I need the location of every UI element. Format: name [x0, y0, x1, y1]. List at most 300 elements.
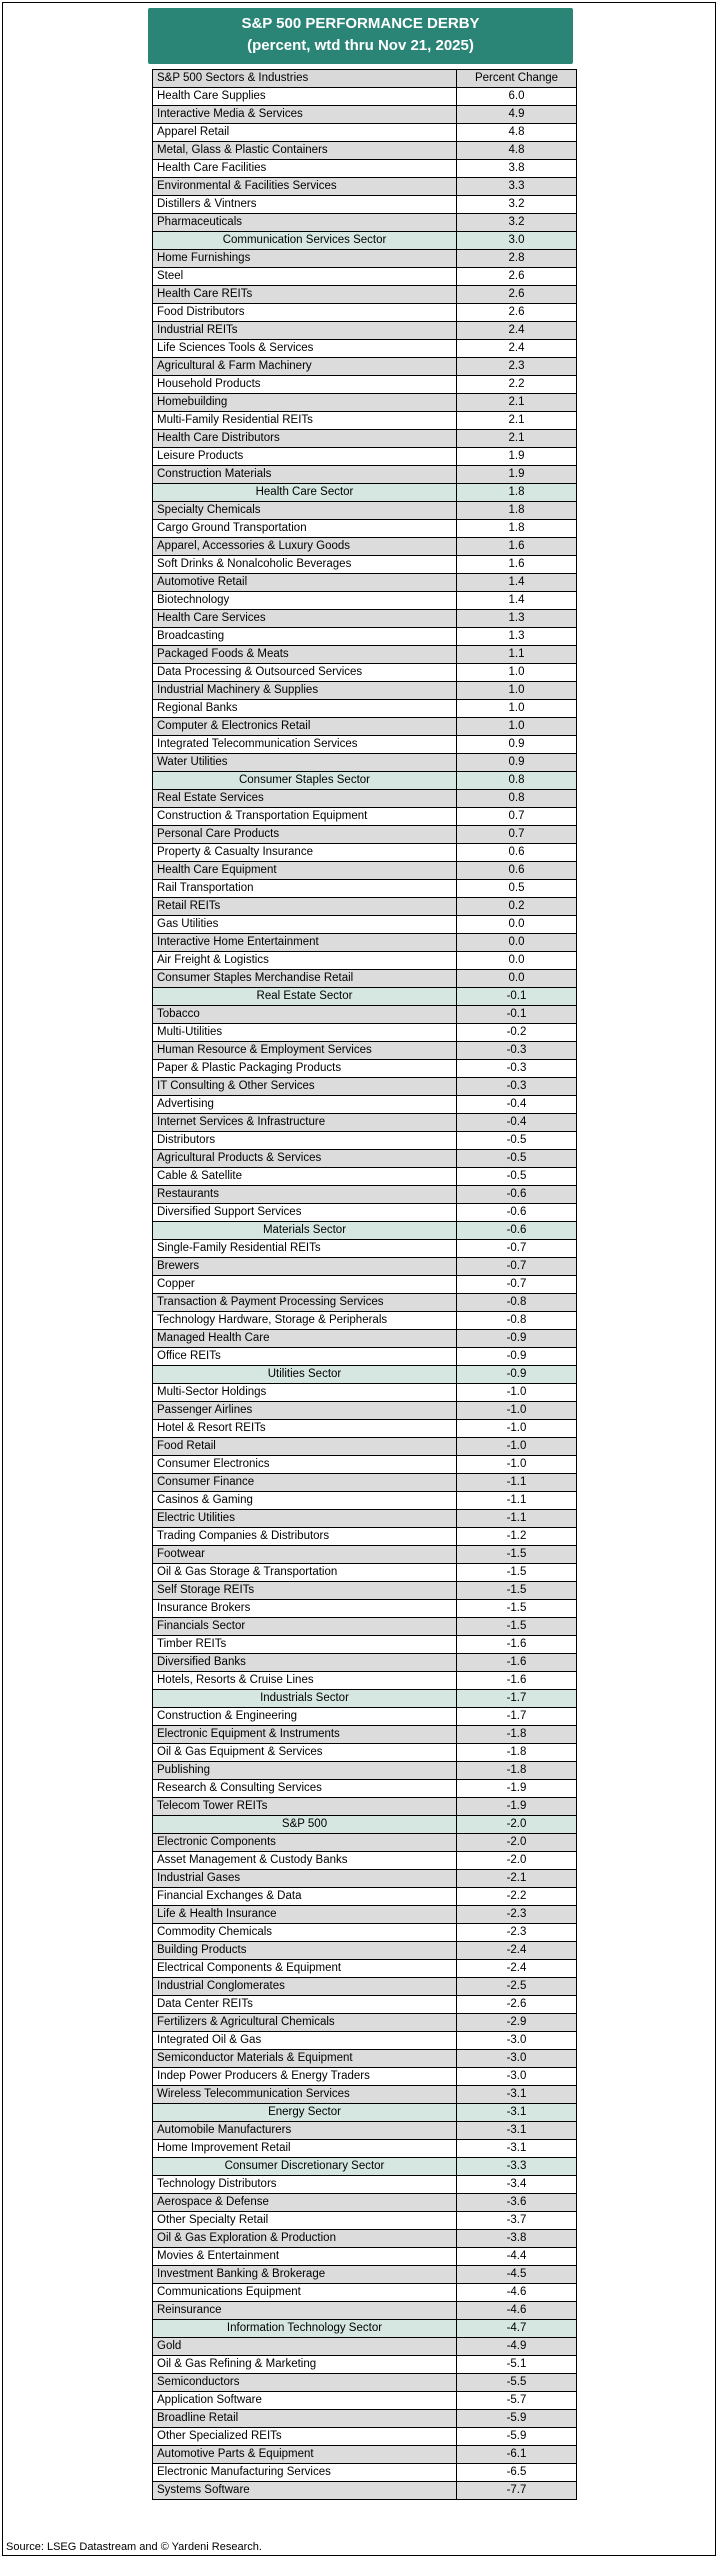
- column-header-percent-change: Percent Change: [457, 70, 577, 88]
- table-row: [153, 2032, 577, 2050]
- table-row: [153, 2392, 577, 2410]
- table-row: [153, 1042, 577, 1060]
- row-name: Research & Consulting Services: [153, 1780, 457, 1798]
- row-value: -1.9: [457, 1780, 577, 1798]
- table-row: [153, 88, 577, 106]
- row-value: -1.9: [457, 1798, 577, 1816]
- table-row: [153, 1564, 577, 1582]
- row-name: Insurance Brokers: [153, 1600, 457, 1618]
- row-value: -3.8: [457, 2230, 577, 2248]
- row-value: 2.8: [457, 250, 577, 268]
- table-row: [153, 2266, 577, 2284]
- row-value: -2.2: [457, 1888, 577, 1906]
- row-name: Household Products: [153, 376, 457, 394]
- row-name: Metal, Glass & Plastic Containers: [153, 142, 457, 160]
- table-row: [153, 862, 577, 880]
- row-value: 3.2: [457, 214, 577, 232]
- row-value: -1.0: [457, 1456, 577, 1474]
- row-value: 1.3: [457, 610, 577, 628]
- row-value: 1.8: [457, 484, 577, 502]
- table-row: [153, 1762, 577, 1780]
- table-row: [153, 1024, 577, 1042]
- row-value: 4.8: [457, 124, 577, 142]
- row-name: Health Care Distributors: [153, 430, 457, 448]
- table-row: [153, 250, 577, 268]
- row-name: Aerospace & Defense: [153, 2194, 457, 2212]
- row-value: -5.5: [457, 2374, 577, 2392]
- row-value: -1.5: [457, 1618, 577, 1636]
- table-row: [153, 970, 577, 988]
- row-name: Agricultural Products & Services: [153, 1150, 457, 1168]
- row-name: Regional Banks: [153, 700, 457, 718]
- row-value: 0.0: [457, 934, 577, 952]
- table-row: [153, 826, 577, 844]
- table-row: [153, 682, 577, 700]
- sector-row: [153, 1690, 577, 1708]
- row-value: -1.0: [457, 1438, 577, 1456]
- row-value: -2.0: [457, 1816, 577, 1834]
- sector-row: [153, 484, 577, 502]
- row-value: -2.5: [457, 1978, 577, 1996]
- row-value: -5.7: [457, 2392, 577, 2410]
- row-name: Materials Sector: [153, 1222, 457, 1240]
- table-row: [153, 646, 577, 664]
- row-name: Reinsurance: [153, 2302, 457, 2320]
- row-value: -1.8: [457, 1726, 577, 1744]
- row-name: Advertising: [153, 1096, 457, 1114]
- row-name: Movies & Entertainment: [153, 2248, 457, 2266]
- table-row: [153, 1618, 577, 1636]
- row-value: -1.7: [457, 1708, 577, 1726]
- row-value: 0.0: [457, 952, 577, 970]
- table-row: [153, 1528, 577, 1546]
- row-value: -1.6: [457, 1654, 577, 1672]
- row-value: 2.1: [457, 430, 577, 448]
- row-value: -0.7: [457, 1276, 577, 1294]
- table-row: [153, 430, 577, 448]
- row-value: -1.1: [457, 1510, 577, 1528]
- table-row: [153, 2284, 577, 2302]
- row-name: Gold: [153, 2338, 457, 2356]
- table-body: [153, 88, 577, 2500]
- table-row: [153, 106, 577, 124]
- row-value: -0.5: [457, 1132, 577, 1150]
- sector-row: [153, 1816, 577, 1834]
- table-row: [153, 2428, 577, 2446]
- row-name: Retail REITs: [153, 898, 457, 916]
- row-name: Telecom Tower REITs: [153, 1798, 457, 1816]
- row-name: Interactive Media & Services: [153, 106, 457, 124]
- row-name: Data Processing & Outsourced Services: [153, 664, 457, 682]
- table-row: [153, 592, 577, 610]
- row-name: Real Estate Sector: [153, 988, 457, 1006]
- row-name: Indep Power Producers & Energy Traders: [153, 2068, 457, 2086]
- row-name: S&P 500: [153, 1816, 457, 1834]
- row-name: Commodity Chemicals: [153, 1924, 457, 1942]
- row-name: Diversified Support Services: [153, 1204, 457, 1222]
- row-name: Communications Equipment: [153, 2284, 457, 2302]
- table-row: [153, 1402, 577, 1420]
- table-row: [153, 2068, 577, 2086]
- table-row: [153, 1870, 577, 1888]
- row-value: -1.1: [457, 1474, 577, 1492]
- row-value: 0.8: [457, 772, 577, 790]
- table-row: [153, 1492, 577, 1510]
- row-value: -0.8: [457, 1312, 577, 1330]
- table-row: [153, 1672, 577, 1690]
- row-value: 1.0: [457, 682, 577, 700]
- row-value: -6.1: [457, 2446, 577, 2464]
- row-name: Environmental & Facilities Services: [153, 178, 457, 196]
- table-row: [153, 700, 577, 718]
- row-value: 3.0: [457, 232, 577, 250]
- row-name: Building Products: [153, 1942, 457, 1960]
- column-header-sectors: S&P 500 Sectors & Industries: [153, 70, 457, 88]
- row-name: Leisure Products: [153, 448, 457, 466]
- table-row: [153, 1834, 577, 1852]
- row-value: -4.7: [457, 2320, 577, 2338]
- row-value: 4.8: [457, 142, 577, 160]
- row-value: 2.2: [457, 376, 577, 394]
- row-value: 1.1: [457, 646, 577, 664]
- row-name: Personal Care Products: [153, 826, 457, 844]
- sector-row: [153, 988, 577, 1006]
- table-row: [153, 1312, 577, 1330]
- row-name: Food Distributors: [153, 304, 457, 322]
- table-row: [153, 934, 577, 952]
- row-value: -1.7: [457, 1690, 577, 1708]
- row-name: Semiconductors: [153, 2374, 457, 2392]
- table-row: [153, 304, 577, 322]
- table-row: [153, 1744, 577, 1762]
- row-name: Industrial REITs: [153, 322, 457, 340]
- table-row: [153, 844, 577, 862]
- table-row: [153, 142, 577, 160]
- row-name: IT Consulting & Other Services: [153, 1078, 457, 1096]
- row-name: Health Care Facilities: [153, 160, 457, 178]
- row-name: Construction Materials: [153, 466, 457, 484]
- row-name: Electronic Manufacturing Services: [153, 2464, 457, 2482]
- table-row: [153, 1888, 577, 1906]
- row-name: Electric Utilities: [153, 1510, 457, 1528]
- row-value: -1.5: [457, 1546, 577, 1564]
- row-name: Air Freight & Logistics: [153, 952, 457, 970]
- table-row: [153, 1060, 577, 1078]
- table-row: [153, 1348, 577, 1366]
- row-name: Human Resource & Employment Services: [153, 1042, 457, 1060]
- row-value: -3.0: [457, 2032, 577, 2050]
- row-name: Diversified Banks: [153, 1654, 457, 1672]
- table-row: [153, 1582, 577, 1600]
- row-name: Industrial Machinery & Supplies: [153, 682, 457, 700]
- row-value: -3.6: [457, 2194, 577, 2212]
- report-subtitle: (percent, wtd thru Nov 21, 2025): [247, 37, 474, 54]
- table-row: [153, 1438, 577, 1456]
- row-name: Real Estate Services: [153, 790, 457, 808]
- row-name: Technology Distributors: [153, 2176, 457, 2194]
- row-name: Technology Hardware, Storage & Peripherals: [153, 1312, 457, 1330]
- row-value: -0.1: [457, 988, 577, 1006]
- row-name: Pharmaceuticals: [153, 214, 457, 232]
- row-value: -1.5: [457, 1582, 577, 1600]
- table-row: [153, 2212, 577, 2230]
- row-value: -2.3: [457, 1924, 577, 1942]
- row-value: 0.7: [457, 826, 577, 844]
- table-row: [153, 214, 577, 232]
- table-row: [153, 2464, 577, 2482]
- sector-row: [153, 1366, 577, 1384]
- row-name: Fertilizers & Agricultural Chemicals: [153, 2014, 457, 2032]
- row-value: -1.6: [457, 1636, 577, 1654]
- row-value: -4.6: [457, 2302, 577, 2320]
- table-row: [153, 574, 577, 592]
- table-row: [153, 2482, 577, 2500]
- row-name: Data Center REITs: [153, 1996, 457, 2014]
- performance-table: [152, 69, 577, 2500]
- row-value: -5.9: [457, 2410, 577, 2428]
- report-title-banner: [148, 8, 573, 64]
- row-value: 2.6: [457, 268, 577, 286]
- table-header-row: [153, 70, 577, 88]
- row-name: Publishing: [153, 1762, 457, 1780]
- row-name: Specialty Chemicals: [153, 502, 457, 520]
- row-name: Electrical Components & Equipment: [153, 1960, 457, 1978]
- sector-row: [153, 2158, 577, 2176]
- row-value: -1.0: [457, 1402, 577, 1420]
- table-row: [153, 2140, 577, 2158]
- row-name: Other Specialized REITs: [153, 2428, 457, 2446]
- row-value: -5.1: [457, 2356, 577, 2374]
- row-name: Systems Software: [153, 2482, 457, 2500]
- table-row: [153, 1276, 577, 1294]
- table-row: [153, 1186, 577, 1204]
- row-name: Electronic Components: [153, 1834, 457, 1852]
- row-name: Home Improvement Retail: [153, 2140, 457, 2158]
- row-name: Hotels, Resorts & Cruise Lines: [153, 1672, 457, 1690]
- row-name: Internet Services & Infrastructure: [153, 1114, 457, 1132]
- table-row: [153, 412, 577, 430]
- row-name: Timber REITs: [153, 1636, 457, 1654]
- row-name: Water Utilities: [153, 754, 457, 772]
- row-value: 1.9: [457, 466, 577, 484]
- table-row: [153, 1726, 577, 1744]
- row-value: 3.3: [457, 178, 577, 196]
- row-name: Broadline Retail: [153, 2410, 457, 2428]
- row-value: -0.4: [457, 1114, 577, 1132]
- table-row: [153, 754, 577, 772]
- table-row: [153, 2230, 577, 2248]
- row-value: 0.0: [457, 970, 577, 988]
- row-value: -0.4: [457, 1096, 577, 1114]
- row-name: Interactive Home Entertainment: [153, 934, 457, 952]
- row-value: 1.0: [457, 664, 577, 682]
- row-name: Consumer Finance: [153, 1474, 457, 1492]
- row-name: Construction & Transportation Equipment: [153, 808, 457, 826]
- table-row: [153, 286, 577, 304]
- row-value: -0.5: [457, 1168, 577, 1186]
- row-value: 1.8: [457, 520, 577, 538]
- table-row: [153, 2446, 577, 2464]
- row-value: -1.2: [457, 1528, 577, 1546]
- table-row: [153, 160, 577, 178]
- row-value: 0.5: [457, 880, 577, 898]
- row-name: Property & Casualty Insurance: [153, 844, 457, 862]
- table-row: [153, 196, 577, 214]
- row-name: Passenger Airlines: [153, 1402, 457, 1420]
- row-value: -2.4: [457, 1960, 577, 1978]
- row-name: Financial Exchanges & Data: [153, 1888, 457, 1906]
- row-value: -0.5: [457, 1150, 577, 1168]
- row-name: Hotel & Resort REITs: [153, 1420, 457, 1438]
- row-value: 1.4: [457, 574, 577, 592]
- table-row: [153, 1258, 577, 1276]
- row-value: -0.3: [457, 1060, 577, 1078]
- table-row: [153, 448, 577, 466]
- table-row: [153, 1330, 577, 1348]
- row-name: Consumer Staples Merchandise Retail: [153, 970, 457, 988]
- row-value: -0.6: [457, 1204, 577, 1222]
- row-name: Packaged Foods & Meats: [153, 646, 457, 664]
- table-row: [153, 2086, 577, 2104]
- table-row: [153, 2014, 577, 2032]
- table-row: [153, 1384, 577, 1402]
- table-row: [153, 1852, 577, 1870]
- row-value: 0.7: [457, 808, 577, 826]
- table-row: [153, 1132, 577, 1150]
- row-value: 3.2: [457, 196, 577, 214]
- row-name: Brewers: [153, 1258, 457, 1276]
- row-name: Communication Services Sector: [153, 232, 457, 250]
- row-name: Managed Health Care: [153, 1330, 457, 1348]
- row-value: -2.0: [457, 1834, 577, 1852]
- table-row: [153, 2338, 577, 2356]
- row-value: -2.1: [457, 1870, 577, 1888]
- table-row: [153, 2194, 577, 2212]
- row-name: Application Software: [153, 2392, 457, 2410]
- row-value: 1.4: [457, 592, 577, 610]
- row-name: Other Specialty Retail: [153, 2212, 457, 2230]
- row-value: 0.6: [457, 862, 577, 880]
- row-name: Biotechnology: [153, 592, 457, 610]
- row-value: -0.3: [457, 1078, 577, 1096]
- row-name: Distillers & Vintners: [153, 196, 457, 214]
- row-value: 2.4: [457, 340, 577, 358]
- row-value: -5.9: [457, 2428, 577, 2446]
- row-value: -0.7: [457, 1258, 577, 1276]
- row-value: -0.6: [457, 1186, 577, 1204]
- table-row: [153, 1078, 577, 1096]
- row-value: 4.9: [457, 106, 577, 124]
- row-value: -4.5: [457, 2266, 577, 2284]
- table-row: [153, 2176, 577, 2194]
- table-row: [153, 1942, 577, 1960]
- table-row: [153, 1456, 577, 1474]
- row-name: Cable & Satellite: [153, 1168, 457, 1186]
- row-value: -0.1: [457, 1006, 577, 1024]
- table-row: [153, 376, 577, 394]
- row-value: -3.0: [457, 2068, 577, 2086]
- row-value: 2.3: [457, 358, 577, 376]
- row-name: Consumer Discretionary Sector: [153, 2158, 457, 2176]
- row-name: Multi-Utilities: [153, 1024, 457, 1042]
- row-value: -0.3: [457, 1042, 577, 1060]
- row-name: Health Care REITs: [153, 286, 457, 304]
- table-row: [153, 178, 577, 196]
- table-row: [153, 736, 577, 754]
- row-value: 1.3: [457, 628, 577, 646]
- row-value: 0.9: [457, 736, 577, 754]
- sector-row: [153, 2104, 577, 2122]
- table-row: [153, 1708, 577, 1726]
- row-value: -1.8: [457, 1744, 577, 1762]
- row-name: Investment Banking & Brokerage: [153, 2266, 457, 2284]
- row-name: Gas Utilities: [153, 916, 457, 934]
- row-name: Oil & Gas Storage & Transportation: [153, 1564, 457, 1582]
- row-value: 3.8: [457, 160, 577, 178]
- row-value: -0.6: [457, 1222, 577, 1240]
- row-name: Trading Companies & Distributors: [153, 1528, 457, 1546]
- row-name: Single-Family Residential REITs: [153, 1240, 457, 1258]
- table-row: [153, 1960, 577, 1978]
- row-name: Integrated Oil & Gas: [153, 2032, 457, 2050]
- row-value: -0.2: [457, 1024, 577, 1042]
- row-name: Wireless Telecommunication Services: [153, 2086, 457, 2104]
- table-row: [153, 1150, 577, 1168]
- row-name: Casinos & Gaming: [153, 1492, 457, 1510]
- row-value: -4.9: [457, 2338, 577, 2356]
- row-value: 2.6: [457, 286, 577, 304]
- row-name: Transaction & Payment Processing Services: [153, 1294, 457, 1312]
- row-name: Life & Health Insurance: [153, 1906, 457, 1924]
- row-name: Food Retail: [153, 1438, 457, 1456]
- row-name: Energy Sector: [153, 2104, 457, 2122]
- table-row: [153, 1204, 577, 1222]
- row-name: Construction & Engineering: [153, 1708, 457, 1726]
- table-row: [153, 1996, 577, 2014]
- row-name: Health Care Services: [153, 610, 457, 628]
- row-name: Restaurants: [153, 1186, 457, 1204]
- source-note: Source: LSEG Datastream and © Yardeni Research.: [6, 2541, 262, 2553]
- table-row: [153, 322, 577, 340]
- row-name: Health Care Supplies: [153, 88, 457, 106]
- report-title: S&P 500 PERFORMANCE DERBY: [241, 15, 480, 32]
- row-name: Rail Transportation: [153, 880, 457, 898]
- row-name: Footwear: [153, 1546, 457, 1564]
- table-row: [153, 1096, 577, 1114]
- row-value: 1.6: [457, 556, 577, 574]
- row-name: Steel: [153, 268, 457, 286]
- row-value: -0.8: [457, 1294, 577, 1312]
- row-value: -3.1: [457, 2104, 577, 2122]
- row-value: -2.6: [457, 1996, 577, 2014]
- table-row: [153, 1924, 577, 1942]
- table-row: [153, 538, 577, 556]
- row-name: Computer & Electronics Retail: [153, 718, 457, 736]
- row-name: Multi-Family Residential REITs: [153, 412, 457, 430]
- table-row: [153, 2410, 577, 2428]
- row-name: Broadcasting: [153, 628, 457, 646]
- table-row: [153, 718, 577, 736]
- row-value: 1.8: [457, 502, 577, 520]
- row-name: Cargo Ground Transportation: [153, 520, 457, 538]
- row-name: Semiconductor Materials & Equipment: [153, 2050, 457, 2068]
- row-name: Industrial Gases: [153, 1870, 457, 1888]
- row-value: 1.0: [457, 718, 577, 736]
- table-row: [153, 1510, 577, 1528]
- row-name: Apparel Retail: [153, 124, 457, 142]
- row-value: -0.7: [457, 1240, 577, 1258]
- row-value: -3.0: [457, 2050, 577, 2068]
